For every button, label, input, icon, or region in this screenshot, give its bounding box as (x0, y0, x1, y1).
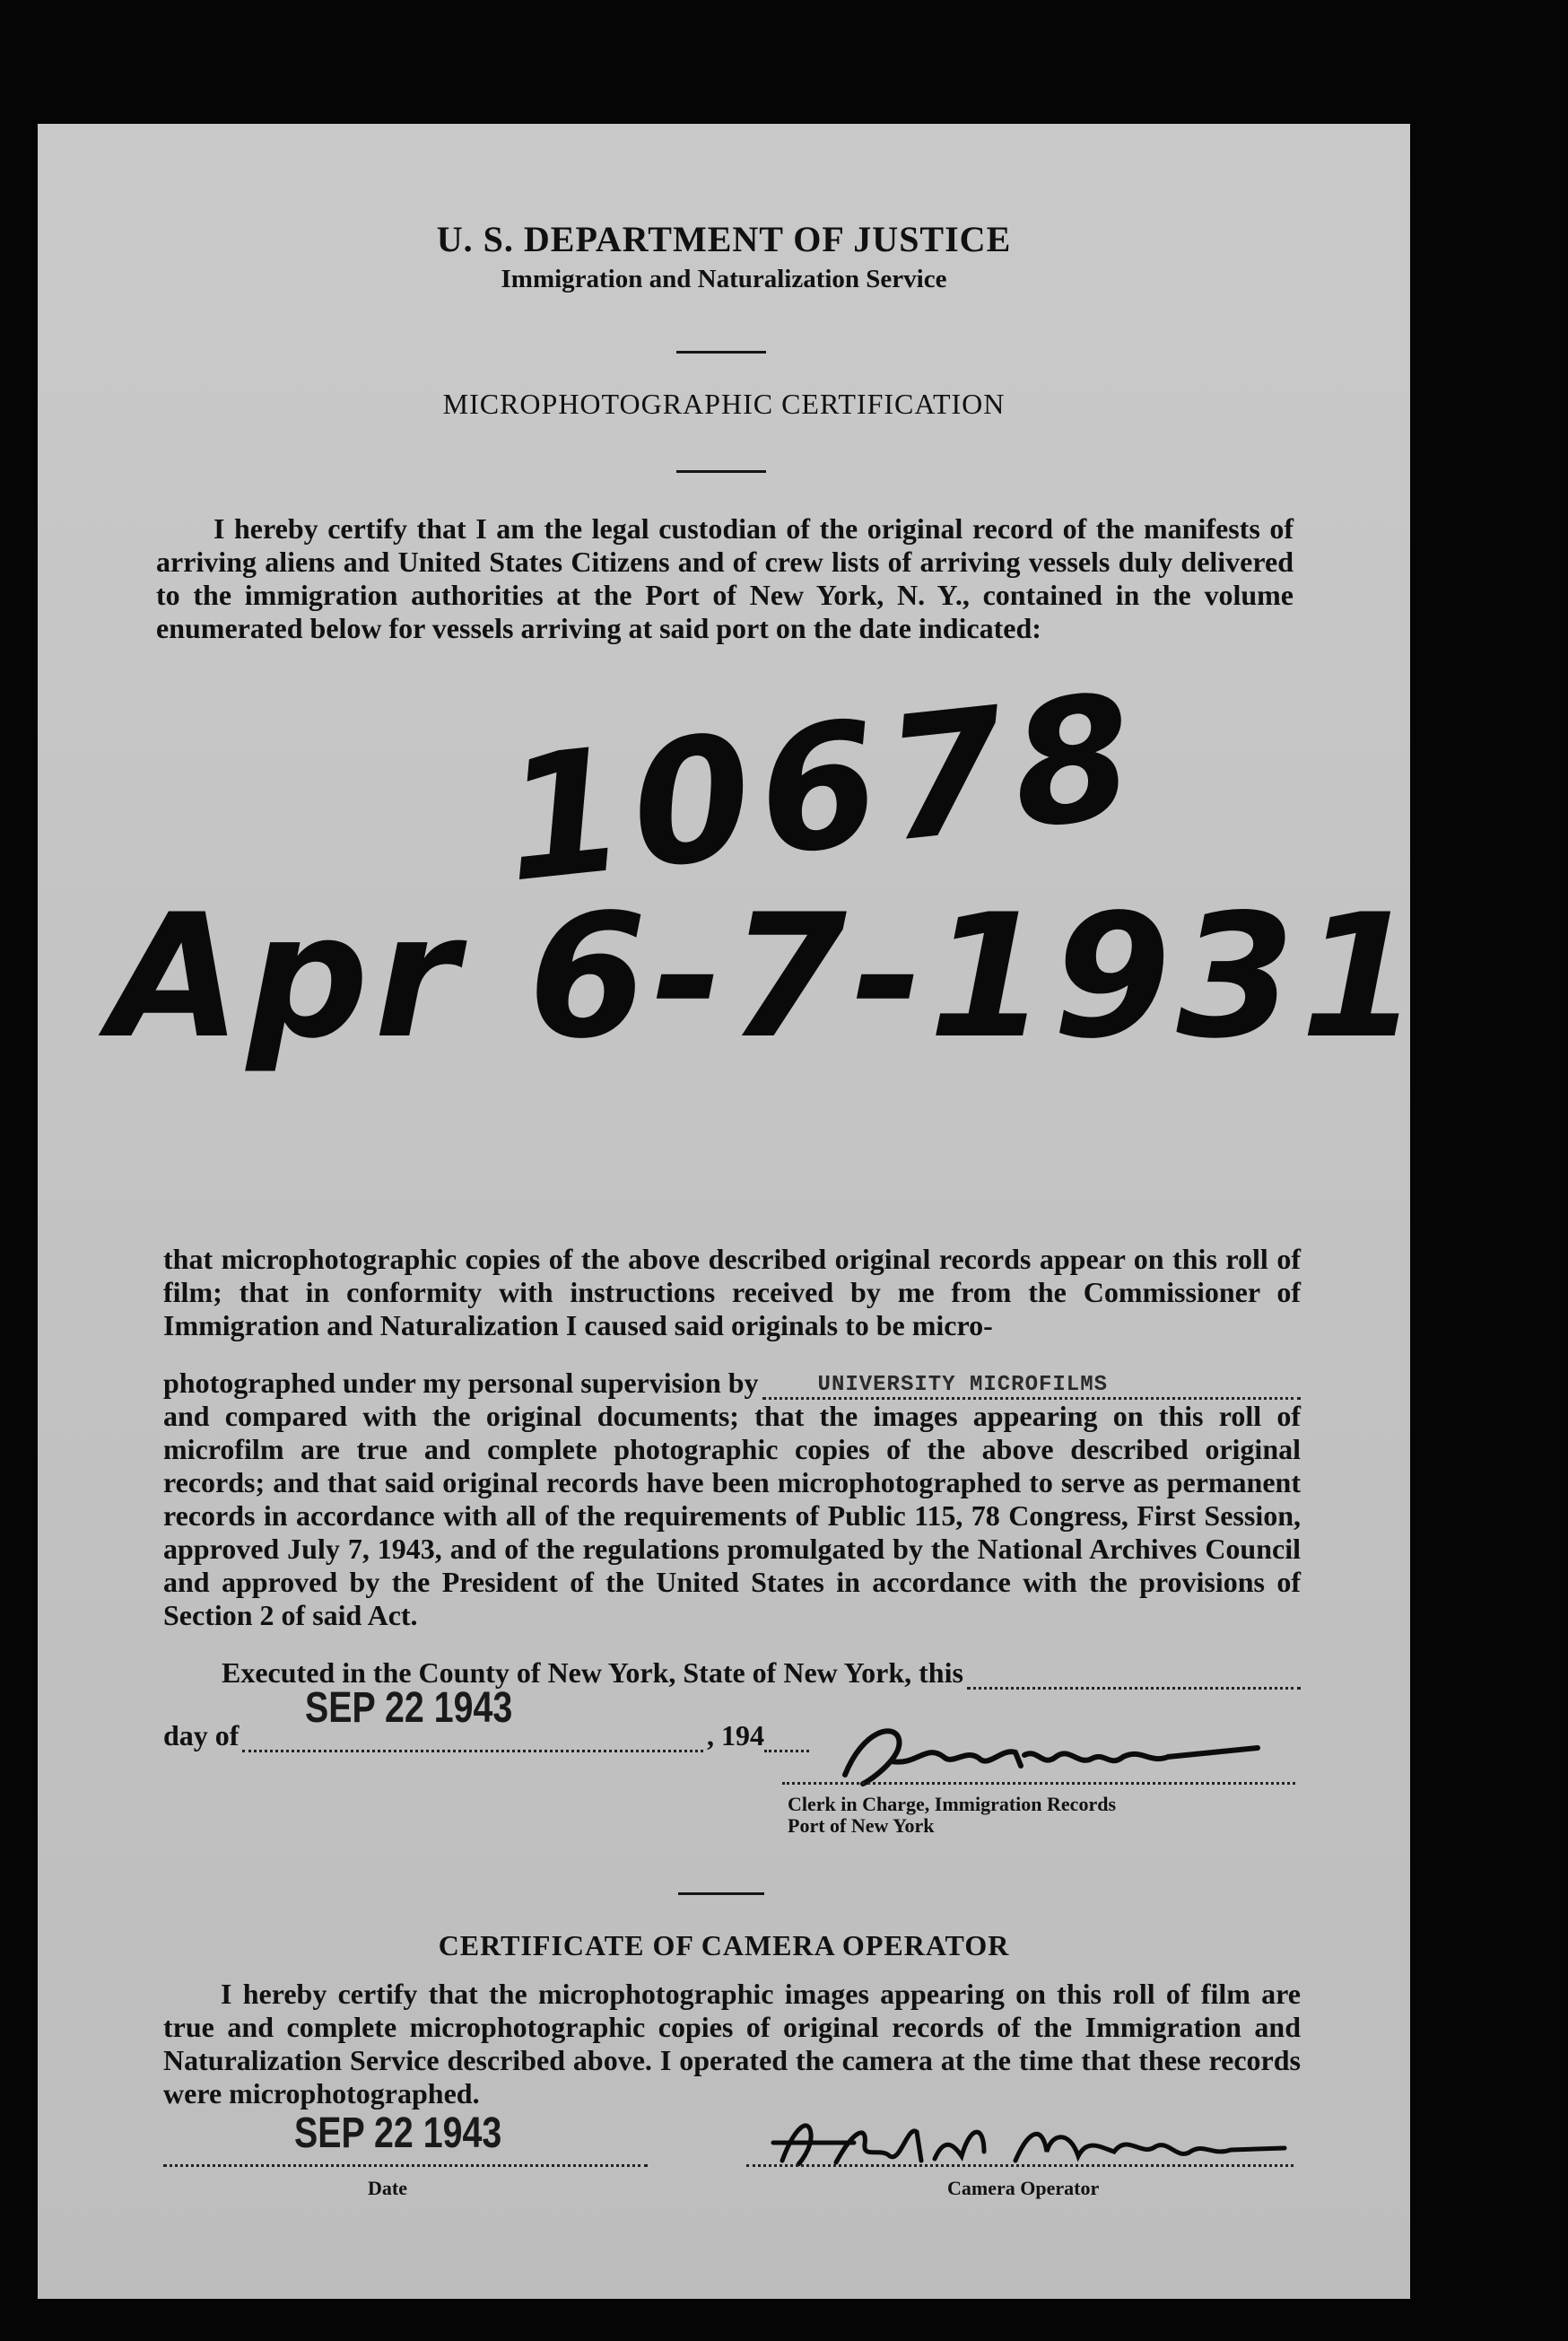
year-fill-line (764, 1725, 809, 1752)
divider (676, 351, 766, 354)
camera-certificate-title: CERTIFICATE OF CAMERA OPERATOR (438, 1929, 1010, 1961)
execution-text: Executed in the County of New York, State of New York, this (222, 1656, 963, 1689)
day-of-line (163, 1719, 809, 1752)
clerk-signature-line (782, 1780, 1295, 1785)
camera-operator-signature (746, 2107, 1356, 2179)
supervision-text: photographed under my personal supervision by (163, 1367, 759, 1399)
certificate-sheet (38, 124, 1424, 2299)
camera-date-stamp: SEP 22 1943 (294, 2110, 502, 2157)
execution-fill-line (967, 1662, 1301, 1690)
day-of-label: day of (163, 1719, 240, 1751)
certification-intro: I hereby certify that I am the legal custodian of the original record of the manifests of arriving aliens and United States Citizens and of crew lists of arriving vessels duly delivered to the immigration authorities at the Port of New York, N. Y., contained in the volume enumerated below for vessels arriving at said port on the date indicated: (156, 512, 1294, 644)
supervision-line (163, 1367, 1301, 1400)
operator-signature-line (746, 2162, 1294, 2167)
handwritten-volume-number: 10678 (495, 656, 1151, 921)
date-label: Date (368, 2177, 407, 2199)
agency-fill-line (762, 1370, 1301, 1400)
handwritten-arrival-dates: Apr 6-7-1931 (109, 878, 1424, 1076)
certification-title: MICROPHOTOGRAPHIC CERTIFICATION (442, 388, 1006, 420)
clerk-title: Clerk in Charge, Immigration Records (788, 1793, 1117, 1815)
divider (678, 1892, 764, 1895)
clerk-office: Port of New York (788, 1814, 935, 1837)
day-fill-line (242, 1725, 703, 1752)
department-heading: U. S. DEPARTMENT OF JUSTICE (436, 219, 1012, 259)
certification-body-1: that microphotographic copies of the above described original records appear on this roll of film; that in conformity with instructions received by me from the Commissioner of Immigration and Naturalization I caused said originals to be micro- (163, 1243, 1301, 1341)
camera-operator-label: Camera Operator (947, 2177, 1100, 2199)
service-subheading: Immigration and Naturalization Service (501, 265, 947, 293)
typed-agency-name: UNIVERSITY MICROFILMS (817, 1373, 1108, 1397)
date-stamp: SEP 22 1943 (305, 1684, 513, 1732)
year-label: , 194 (707, 1719, 764, 1751)
date-line (163, 2162, 648, 2167)
certification-body-2: and compared with the original documents; that the images appearing on this roll of microfilm are true and complete photographic copies of the above described original records; and that said original records have been microphotographed to serve as permanent records in accordance with all of the requirements of Public 115, 78 Congress, First Session, approved July 7, 1943, and of the regulations promulgated by the National Archives Council and approved by the President of the United States in accordance with the provisions of Section 2 of said Act. (163, 1400, 1301, 1631)
camera-certificate-text: I hereby certify that the microphotographic images appearing on this roll of film are true and complete microphotographic copies of original records of the Immigration and Naturalization Service described above. I operated the camera at the time that these records were microphotographed. (163, 1978, 1301, 2110)
divider (676, 470, 766, 473)
